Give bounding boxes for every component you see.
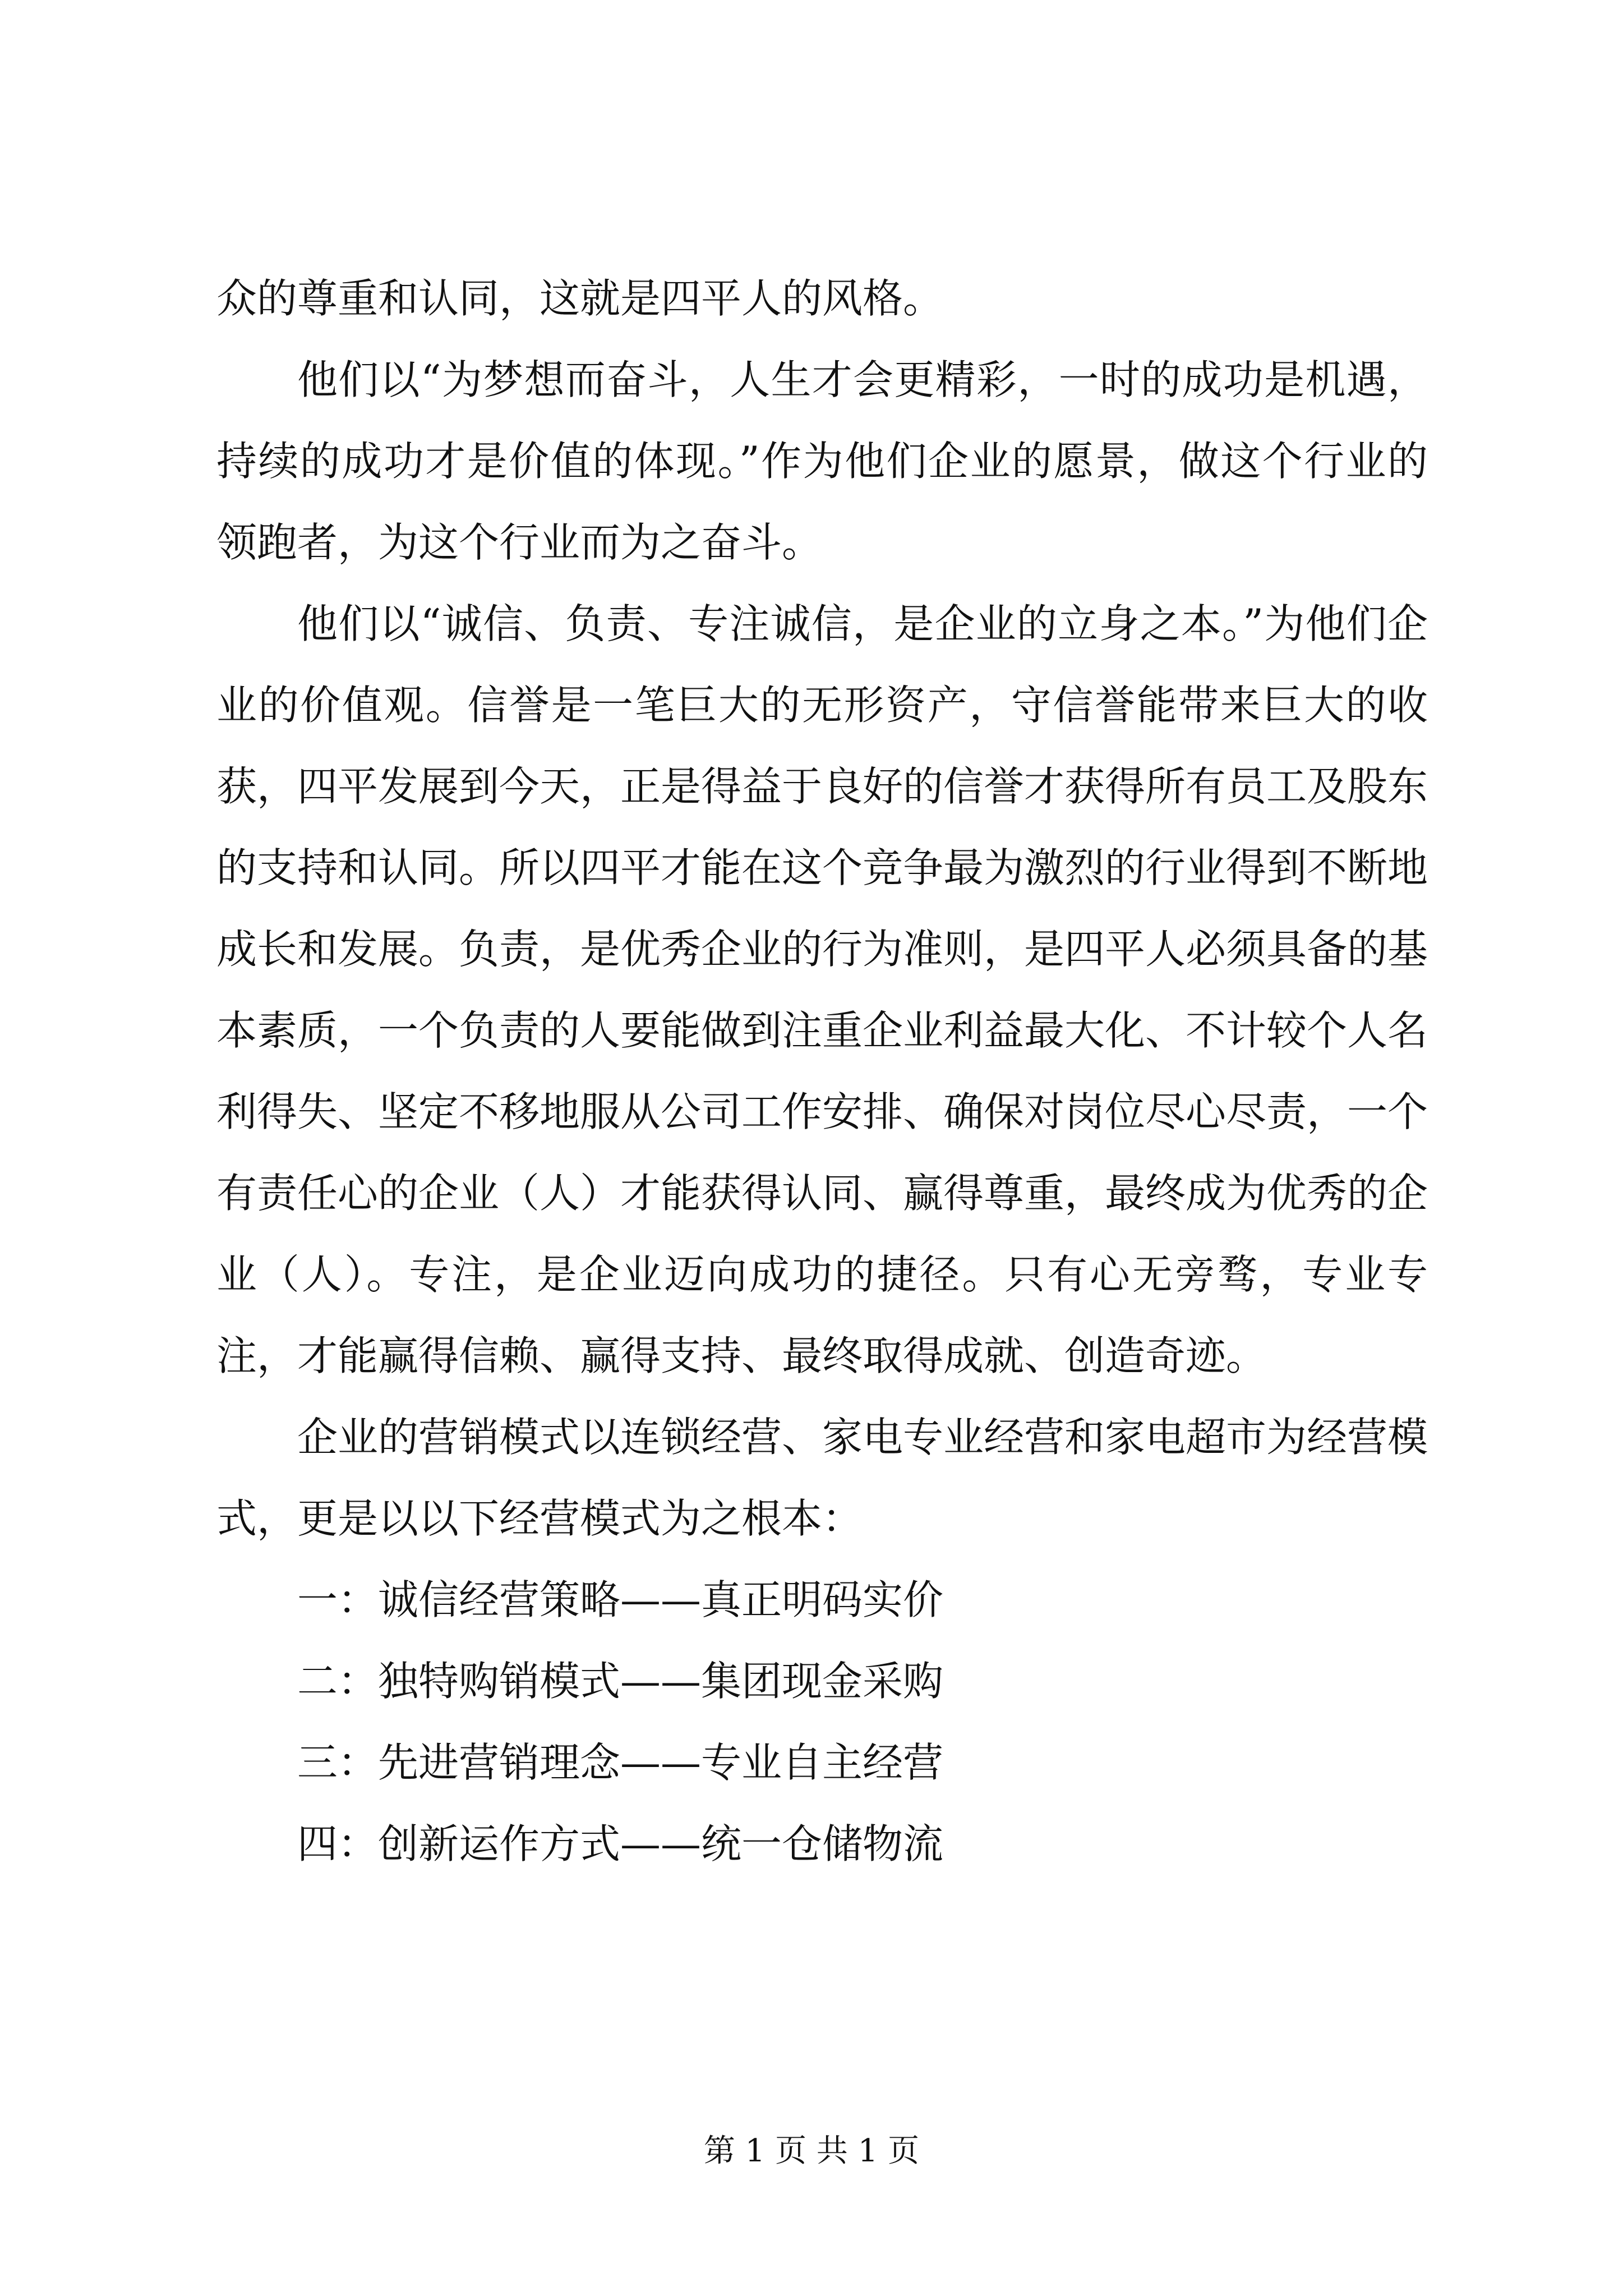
list-item-strategy-3: 三：先进营销理念——专业自主经营 <box>297 1739 944 1786</box>
paragraph-marketing-model: 企业的营销模式以连锁经营、家电专业经营和家电超市为经营模式，更是以以下经营模式为之根本： <box>216 1414 1428 1542</box>
list-item-strategy-4: 四：创新运作方式——统一仓储物流 <box>297 1820 944 1867</box>
paragraph-vision: 他们以“为梦想而奋斗，人生才会更精彩，一时的成功是机遇，持续的成功才是价值的体现。”作为他们企业的愿景，做这个行业的领跑者，为这个行业而为之奋斗。 <box>216 356 1428 566</box>
paragraph-continuation: 众的尊重和认同，这就是四平人的风格。 <box>216 275 944 322</box>
document-body <box>216 258 1428 1885</box>
list-item-strategy-2: 二：独特购销模式——集团现金采购 <box>297 1658 944 1705</box>
list-item-strategy-1: 一：诚信经营策略——真正明码实价 <box>297 1576 944 1623</box>
paragraph-values: 他们以“诚信、负责、专注诚信，是企业的立身之本。”为他们企业的价值观。信誉是一笔巨大的无形资产，守信誉能带来巨大的收获，四平发展到今天，正是得益于良好的信誉才获得所有员工及股东的支持和认同。所以四平才能在这个竞争最为激烈的行业得到不断地成长和发展。负责，是优秀企业的行为准则，是四平人必须具备的基本素质，一个负责的人要能做到注重企业利益最大化、不计较个人名利得失、坚定不移地服从公司工作安排、确保对岗位尽心尽责，一个有责任心的企业（人）才能获得认同、赢得尊重，最终成为优秀的企业（人）。专注，是企业迈向成功的捷径。只有心无旁骛，专业专注，才能赢得信赖、赢得支持、最终取得成就、创造奇迹。 <box>216 600 1428 1379</box>
page-footer: 第 1 页 共 1 页 <box>703 2133 920 2169</box>
